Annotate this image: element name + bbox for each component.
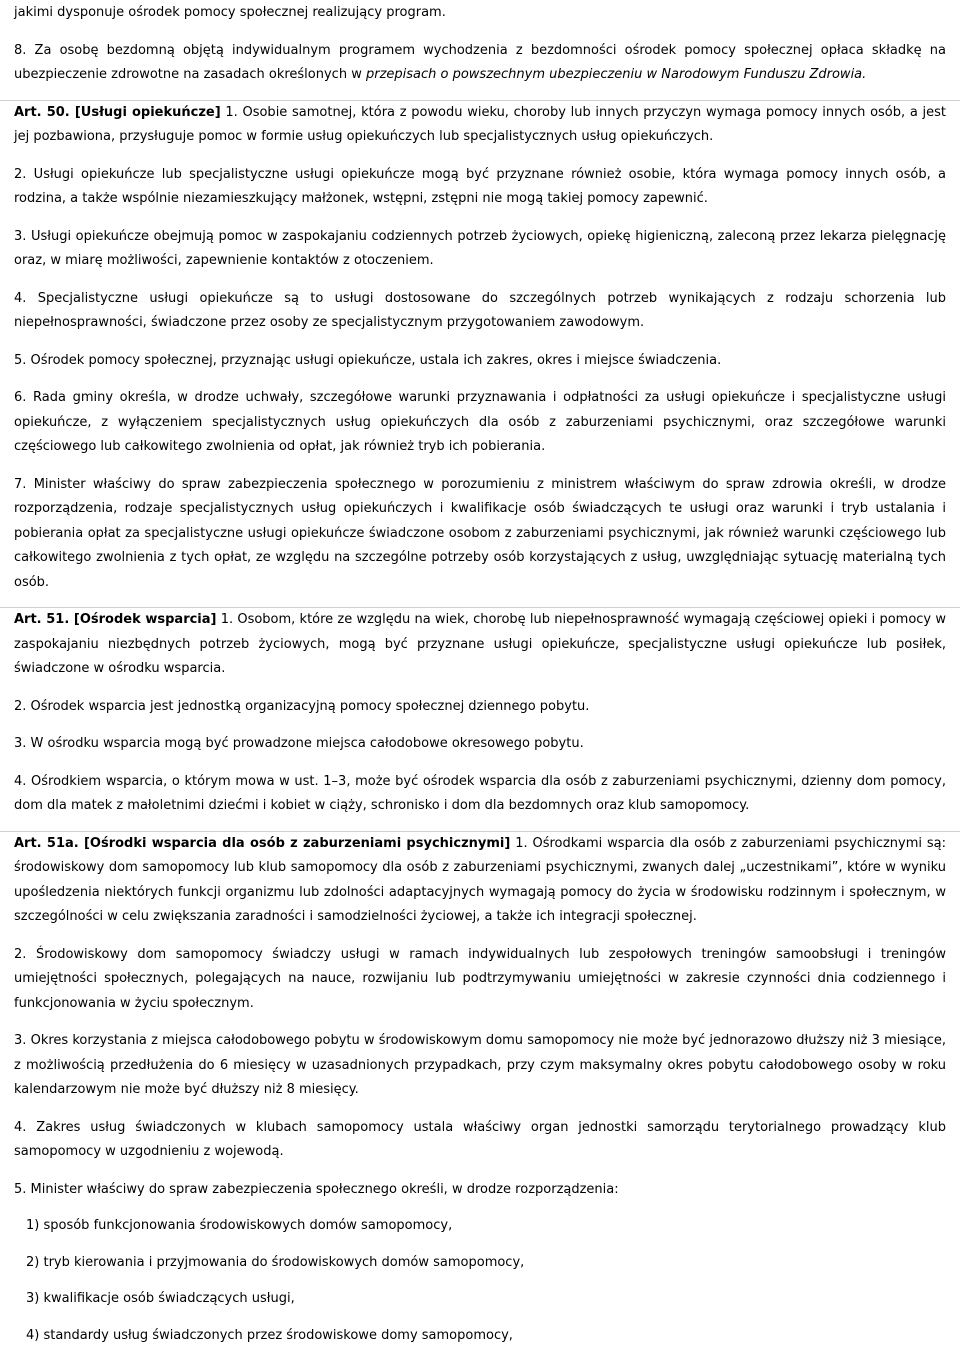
list-item: 3) kwalifikacje osób świadczących usługi, [14, 1287, 946, 1312]
intro-line: jakimi dysponuje ośrodek pomocy społecznej realizujący program. [14, 1, 946, 26]
art50-header: Art. 50. [Usługi opiekuńcze] [14, 105, 221, 120]
art51-paragraph-2: 2. Ośrodek wsparcia jest jednostką organizacyjną pomocy społecznej dziennego pobytu. [14, 695, 946, 720]
document-page [14, 0, 946, 1348]
art51a-p1-text: 1. Ośrodkami wsparcia dla osób z zaburzeniami psychicznymi są: środowiskowy dom samopomocy lub klub samopomocy dla osób z zaburzeniami psychicznymi, zwanych dalej „uczestnikami”, które w wyniku upośledzenia niektórych funkcji organizmu lub zdolności adaptacyjnych wymagają pomocy do życia w środowisku rodzinnym i społecznym, w szczególności w celu zwiększania zaradności i samodzielności życiowej, a także ich integracji społecznej. [14, 836, 946, 925]
art51a-paragraph-4: 4. Zakres usług świadczonych w klubach samopomocy ustala właściwy organ jednostki samorządu terytorialnego prowadzący klub samopomocy w uzgodnieniu z wojewodą. [14, 1116, 946, 1165]
art51-paragraph-1 [14, 608, 946, 682]
p8-italic-reference: przepisach o powszechnym ubezpieczeniu w Narodowym Funduszu Zdrowia. [366, 67, 866, 82]
list-item: 1) sposób funkcjonowania środowiskowych domów samopomocy, [14, 1214, 946, 1239]
art50-paragraph-2: 2. Usługi opiekuńcze lub specjalistyczne usługi opiekuńcze mogą być przyznane również osobie, która wymaga pomocy innych osób, a rodzina, a także wspólnie niezamieszkujący małżonek, wstępni, zstępni nie mogą takiej pomocy zapewnić. [14, 163, 946, 212]
art51-p1-text: 1. Osobom, które ze względu na wiek, chorobę lub niepełnosprawność wymagają częściowej opieki i pomocy w zaspokajaniu niezbędnych potrzeb życiowych, mogą być przyznane usługi opiekuńcze, specjalistyczne usługi opiekuńcze lub posiłek, świadczone w ośrodku wsparcia. [14, 612, 946, 676]
list-item: 4) standardy usług świadczonych przez środowiskowe domy samopomocy, [14, 1324, 946, 1348]
art50-paragraph-6: 6. Rada gminy określa, w drodze uchwały, szczegółowe warunki przyznawania i odpłatności za usługi opiekuńcze i specjalistyczne usługi opiekuńcze, z wyłączeniem specjalistycznych usług opiekuńczych dla osób z zaburzeniami psychicznymi, oraz szczegółowe warunki częściowego lub całkowitego zwolnienia od opłat, jak również tryb ich pobierania. [14, 386, 946, 460]
p8-text: 8. Za osobę bezdomną objętą indywidualnym programem wychodzenia z bezdomności ośrodek pomocy społecznej opłaca składkę na ubezpieczenie zdrowotne na zasadach określonych w [14, 43, 946, 83]
article-50 [14, 101, 946, 596]
art50-paragraph-4: 4. Specjalistyczne usługi opiekuńcze są to usługi dostosowane do szczególnych potrzeb wynikających z rodzaju schorzenia lub niepełnosprawności, świadczone przez osoby ze specjalistycznym przygotowaniem zawodowym. [14, 287, 946, 336]
list-item: 2) tryb kierowania i przyjmowania do środowiskowych domów samopomocy, [14, 1251, 946, 1276]
art51a-paragraph-2: 2. Środowiskowy dom samopomocy świadczy usługi w ramach indywidualnych lub zespołowych treningów samoobsługi i treningów umiejętności społecznych, polegających na nauce, rozwijaniu lub podtrzymywaniu umiejętności w zakresie czynności dnia codziennego i funkcjonowania w życiu społecznym. [14, 943, 946, 1017]
art51a-paragraph-1 [14, 832, 946, 930]
art51a-paragraph-5: 5. Minister właściwy do spraw zabezpieczenia społecznego określi, w drodze rozporządzenia: [14, 1178, 946, 1203]
art50-paragraph-5: 5. Ośrodek pomocy społecznej, przyznając usługi opiekuńcze, ustala ich zakres, okres i miejsce świadczenia. [14, 349, 946, 374]
art51-paragraph-4: 4. Ośrodkiem wsparcia, o którym mowa w ust. 1–3, może być ośrodek wsparcia dla osób z zaburzeniami psychicznymi, dzienny dom pomocy, dom dla matek z małoletnimi dziećmi i kobiet w ciąży, schronisko i dom dla bezdomnych oraz klub samopomocy. [14, 770, 946, 819]
art51-header: Art. 51. [Ośrodek wsparcia] [14, 612, 216, 627]
art51-paragraph-3: 3. W ośrodku wsparcia mogą być prowadzone miejsca całodobowe okresowego pobytu. [14, 732, 946, 757]
intro-paragraph-8 [14, 39, 946, 88]
art50-paragraph-3: 3. Usługi opiekuńcze obejmują pomoc w zaspokajaniu codziennych potrzeb życiowych, opiekę higieniczną, zaleconą przez lekarza pielęgnację oraz, w miarę możliwości, zapewnienie kontaktów z otoczeniem. [14, 225, 946, 274]
art51a-paragraph-3: 3. Okres korzystania z miejsca całodobowego pobytu w środowiskowym domu samopomocy nie może być jednorazowo dłuższy niż 3 miesiące, z możliwością przedłużenia do 6 miesięcy w uzasadnionych przypadkach, przy czym maksymalny okres pobytu całodobowego osoby w roku kalendarzowym nie może być dłuższy niż 8 miesięcy. [14, 1029, 946, 1103]
article-51a [14, 832, 946, 1348]
art50-paragraph-7: 7. Minister właściwy do spraw zabezpieczenia społecznego w porozumieniu z ministrem właściwym do spraw zdrowia określi, w drodze rozporządzenia, rodzaje specjalistycznych usług opiekuńczych i kwalifikacje osób świadczących te usługi oraz warunki i tryb ustalania i pobierania opłat za specjalistyczne usługi opiekuńcze świadczone osobom z zaburzeniami psychicznymi, jak również warunki częściowego lub całkowitego zwolnienia z tych opłat, ze względu na szczególne potrzeby osób korzystających z usług, uwzględniając sytuację materialną tych osób. [14, 473, 946, 596]
art51a-header: Art. 51a. [Ośrodki wsparcia dla osób z zaburzeniami psychicznymi] [14, 836, 510, 851]
art50-paragraph-1 [14, 101, 946, 150]
article-51 [14, 608, 946, 819]
art50-p1-text: 1. Osobie samotnej, która z powodu wieku, choroby lub innych przyczyn wymaga pomocy innych osób, a jest jej pozbawiona, przysługuje pomoc w formie usług opiekuńczych lub specjalistycznych usług opiekuńczych. [14, 105, 946, 145]
